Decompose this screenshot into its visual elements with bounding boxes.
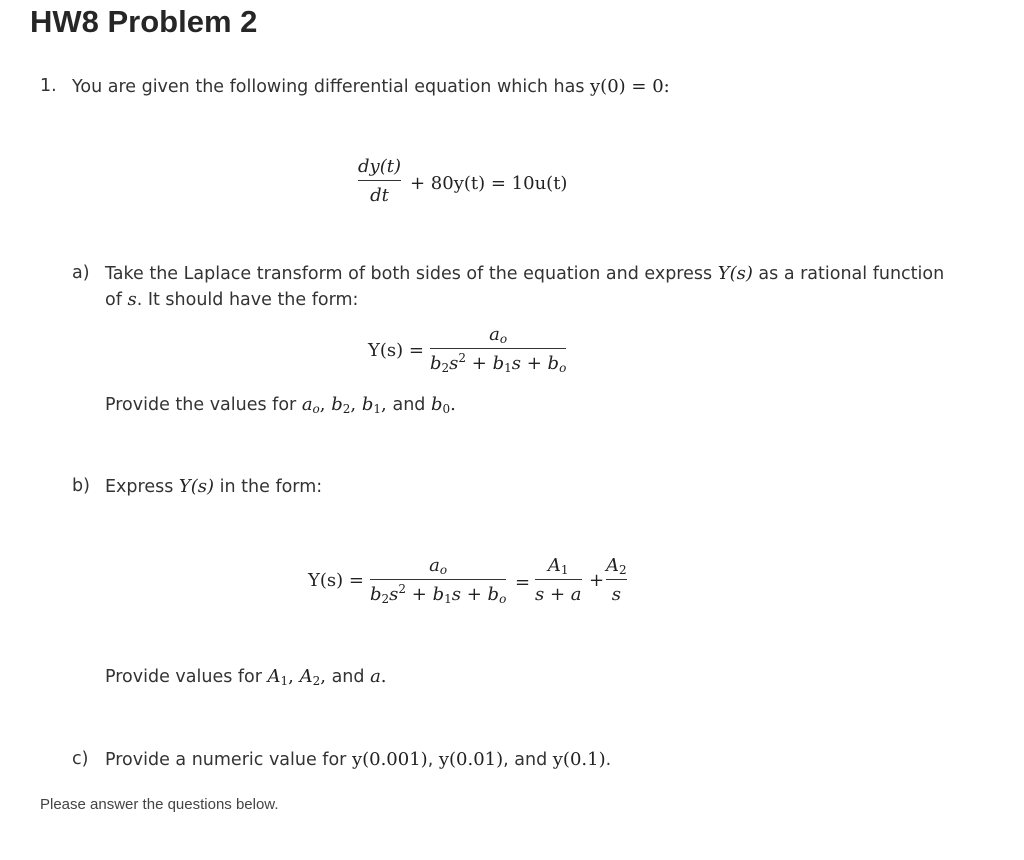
initial-condition: y(0) = 0: — [590, 76, 670, 97]
part-c-sep1: , — [427, 750, 439, 770]
part-b-line-var: Y(s) — [178, 476, 215, 497]
part-a-numerator: $a_o$ — [489, 324, 508, 346]
part-b-frac1-numerator: $a_o$ — [429, 555, 448, 577]
footer-instruction: Please answer the questions below. — [40, 796, 279, 813]
part-a-provide — [105, 394, 456, 415]
part-a-line2-pre: of — [105, 290, 128, 310]
part-a-denominator: $b_2s^2 + b_1s + b_o$ — [430, 351, 567, 375]
page-title: HW8 Problem 2 — [30, 4, 258, 39]
part-b-provide — [105, 666, 387, 687]
part-a-line1-pre: Take the Laplace transform of both sides of the equation and express — [105, 264, 718, 284]
part-b-provide-post: and — [326, 667, 371, 687]
problem-intro-text: You are given the following differential equation which has — [72, 77, 591, 97]
part-c-value-3: y(0.1) — [552, 749, 606, 770]
part-b-provide-vars: $A_1$, $A_2$, — [267, 666, 326, 688]
part-a-and: and — [392, 395, 431, 415]
fraction-bar — [358, 180, 401, 181]
part-b-line-post: in the form: — [214, 477, 323, 497]
part-b-frac2-denominator: s + a — [535, 584, 582, 605]
problem-intro — [72, 76, 670, 97]
part-b-frac1-denominator: $b_2s^2 + b_1s + b_o$ — [370, 582, 507, 606]
part-a-line2 — [105, 289, 358, 310]
part-b-frac3-numerator: $A_2$ — [606, 555, 627, 577]
part-b-frac3-denominator: s — [611, 584, 621, 605]
part-b-frac2-numerator: $A_1$ — [547, 555, 569, 577]
part-a-lhs: Y(s) = — [368, 340, 424, 361]
part-c-line — [105, 749, 611, 770]
derivative-numerator: dy(t) — [358, 156, 401, 177]
part-b-fraction-2 — [535, 555, 582, 605]
fraction-bar — [370, 579, 506, 580]
part-b-a: a. — [370, 666, 387, 687]
part-c-end: . — [605, 750, 612, 770]
part-b-plus: + — [589, 570, 605, 591]
part-a-provide-pre: Provide the values for — [105, 395, 302, 415]
part-c-text-pre: Provide a numeric value for — [105, 750, 352, 770]
part-a-fraction — [430, 324, 566, 374]
part-b-label: b) — [72, 476, 90, 496]
part-b-fraction-1 — [370, 555, 506, 605]
part-a-line1 — [105, 263, 944, 284]
part-c-sep2: , and — [503, 750, 553, 770]
fraction-bar — [430, 348, 566, 349]
part-b-fraction-3 — [606, 555, 627, 605]
part-a-line1-var: Y(s) — [717, 263, 753, 284]
part-b-equals: = — [515, 572, 531, 593]
part-c-value-2: y(0.01) — [438, 749, 504, 770]
part-b-lhs: Y(s) = — [308, 570, 364, 591]
fraction-bar — [535, 579, 582, 580]
derivative-fraction — [358, 156, 401, 206]
part-c-value-1: y(0.001) — [351, 749, 428, 770]
derivative-denominator: dt — [370, 185, 389, 206]
part-a-line1-post: as a rational function — [752, 264, 945, 284]
equation-rest: + 80y(t) = 10u(t) — [410, 173, 568, 194]
part-a-provide-vars: $a_o$, $b_2$, $b_1$, — [301, 394, 393, 416]
problem-number: 1. — [40, 76, 57, 96]
fraction-bar — [606, 579, 627, 580]
part-b-line-pre: Express — [105, 477, 179, 497]
part-c-label: c) — [72, 749, 89, 769]
part-a-label: a) — [72, 263, 90, 283]
part-b-line — [105, 476, 322, 497]
part-a-b0: $b_0$. — [430, 394, 456, 416]
part-b-provide-pre: Provide values for — [105, 667, 268, 687]
part-a-line2-var: s — [127, 289, 137, 310]
part-a-line2-post: . It should have the form: — [136, 290, 359, 310]
